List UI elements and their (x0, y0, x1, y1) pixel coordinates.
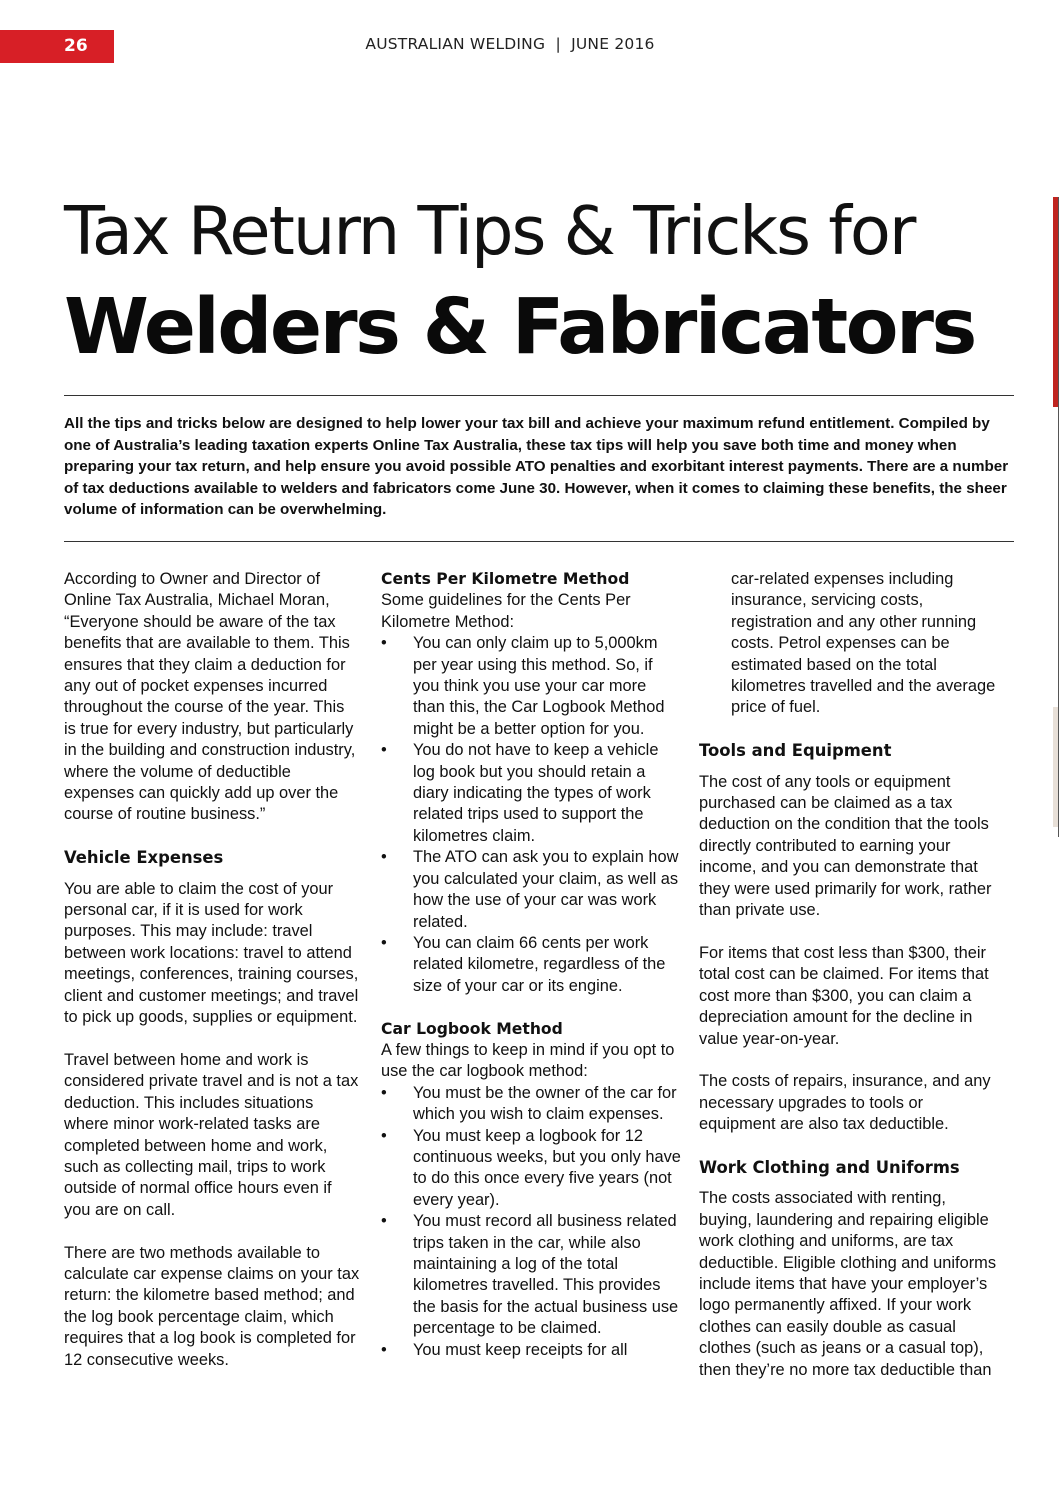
bullet-icon: • (381, 848, 387, 867)
body-paragraph-continued: car-related expenses including insurance, servicing costs, registration and any other running costs. Petrol expenses can be estimated based on the total kilometres travelled and the average price of fuel. (731, 570, 996, 717)
column-2 (381, 569, 681, 1361)
bullet-icon: • (381, 741, 387, 760)
bullet-icon: • (381, 634, 387, 653)
list-item: • You can claim 66 cents per work related kilometre, regardless of the size of your car or its engine. (381, 933, 666, 995)
bullet-icon: • (381, 933, 387, 952)
list-item: • You can only claim up to 5,000km per year using this method. So, if you think you use your car more than this, the Car Logbook Method might be a better option for you. (381, 634, 665, 738)
body-paragraph: The costs associated with renting, buying, laundering and repairing eligible work clothing and uniforms, are tax deductible. Eligible clothing and uniforms include items that have your employer’s logo permanently affixed. If your work clothes can easily double as casual clothes (such as jeans or a casual top), then they’re no more tax deductible than (699, 1189, 997, 1379)
list-item: • The ATO can ask you to explain how you calculated your claim, as well as how the use of your car was work related. (381, 848, 679, 931)
body-paragraph: The cost of any tools or equipment purchased can be claimed as a tax deduction on the condition that the tools directly contributed to earning your income, and you can demonstrate that they were used primarily for work, rather than private use. (699, 772, 992, 920)
running-header: AUSTRALIAN WELDING | JUNE 2016 (365, 35, 655, 53)
section-heading-car-logbook: Car Logbook Method (381, 1019, 563, 1038)
section-heading-vehicle-expenses: Vehicle Expenses (64, 848, 224, 868)
body-paragraph: A few things to keep in mind if you opt to use the car logbook method: (381, 1040, 675, 1081)
body-paragraph: Some guidelines for the Cents Per Kilometre Method: (381, 591, 631, 631)
page-number-tab (0, 30, 114, 63)
list-item: • You must be the owner of the car for which you wish to claim expenses. (381, 1083, 677, 1124)
bullet-icon: • (381, 1212, 387, 1231)
list-item: • You do not have to keep a vehicle log book but you should retain a diary indicating the types of work related trips used to support the kilometres claim. (381, 741, 659, 845)
bullet-icon: • (381, 1083, 387, 1102)
article-title-line2: Welders & Fabricators (64, 283, 975, 372)
body-paragraph: For items that cost less than $300, their total cost can be claimed. For items that cost more than $300, you can claim a depreciation amount for the decline in value year-on-year. (699, 943, 989, 1048)
bullet-icon: • (381, 1340, 387, 1359)
section-heading-tools-equipment: Tools and Equipment (699, 741, 892, 761)
body-paragraph: The costs of repairs, insurance, and any necessary upgrades to tools or equipment are also tax deductible. (699, 1072, 991, 1134)
body-paragraph: According to Owner and Director of Online Tax Australia, Michael Moran, “Everyone should be aware of the tax benefits that are available to them. This ensures that they claim a deduction for any out of pocket expenses incurred throughout the course of the year. This is true for every industry, but particularly in the building and construction industry, where the volume of deductible expenses can quickly add up over the course of routine business.” (64, 570, 356, 824)
logbook-bullet-list (381, 1083, 681, 1361)
divider-top (64, 395, 1014, 396)
body-paragraph: You are able to claim the cost of your personal car, if it is used for work purposes. This may include: travel between work locations: travel to attend meetings, conferences, training courses, client and customer meetings; and travel to pick up goods, supplies or equipment. (64, 879, 359, 1027)
cents-bullet-list (381, 633, 681, 997)
section-heading-work-clothing: Work Clothing and Uniforms (699, 1157, 960, 1177)
bullet-icon: • (381, 1126, 387, 1145)
body-paragraph: There are two methods available to calculate car expense claims on your tax return: the kilometre based method; and the log book percentage claim, which requires that a log book is completed for 12 consecutive weeks. (64, 1243, 360, 1369)
list-item: • You must keep receipts for all (381, 1340, 681, 1361)
divider-bottom (64, 541, 1014, 542)
body-paragraph: Travel between home and work is considered private travel and is not a tax deduction. This includes situations where minor work-related tasks are completed between home and work, such as collecting mail, trips to work outside of normal office hours even if you are on call. (64, 1050, 359, 1219)
section-heading-cents-per-km: Cents Per Kilometre Method (381, 570, 630, 588)
page-number: 26 (64, 36, 88, 56)
list-item: • You must record all business related trips taken in the car, while also maintaining a log of the total kilometres travelled. This provides the basis for the actual business use percentage to be claimed. (381, 1212, 679, 1338)
column-1 (64, 569, 360, 1371)
article-title-line1: Tax Return Tips & Tricks for (64, 192, 915, 270)
list-item: • You must keep a logbook for 12 continuous weeks, but you only have to do this once every five years (not every year). (381, 1126, 681, 1209)
column-3 (699, 569, 999, 1381)
article-intro: All the tips and tricks below are designed to help lower your tax bill and achieve your maximum refund entitlement. Compiled by one of Australia’s leading taxation experts Online Tax Australia, these tax tips will help you save both time and money when preparing your tax return, and help ensure you avoid possible ATO penalties and exorbitant interest payments. There are a number of tax deductions available to welders and fabricators come June 30. However, when it comes to claiming these benefits, the sheer volume of information can be overwhelming. (64, 415, 1009, 518)
